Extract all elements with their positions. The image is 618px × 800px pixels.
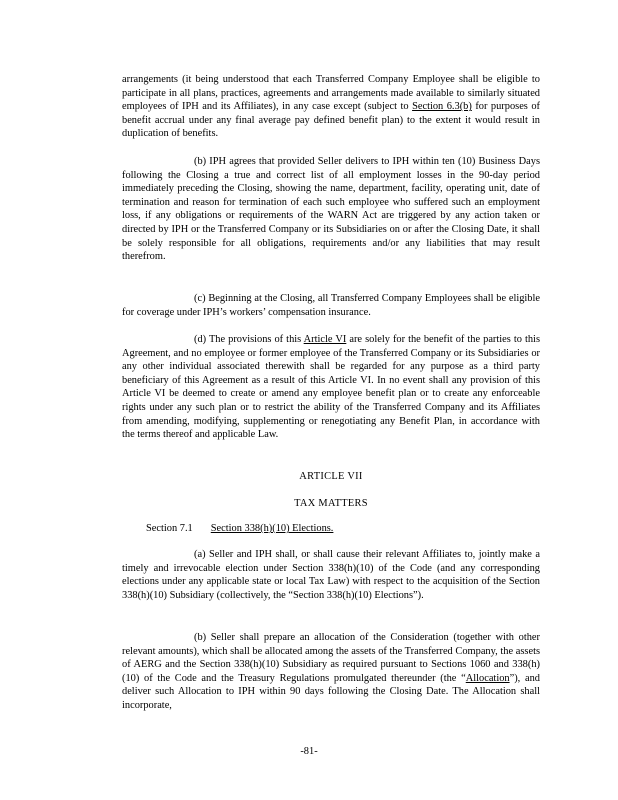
defined-term-allocation: Allocation (465, 672, 510, 684)
page-number: -81- (300, 746, 318, 757)
paragraph-text: (d) The provisions of this (194, 334, 304, 345)
paragraph-c-workers-compensation: (c) Beginning at the Closing, all Transferred Company Employees shall be eligible for coverage under IPH’s workers’ compensation insurance. (122, 293, 540, 318)
section-title: Section 338(h)(10) Elections. (210, 523, 334, 534)
article-heading: ARTICLE VII (299, 471, 363, 482)
section-heading (146, 522, 333, 536)
section-reference-6-3-b: Section 6.3(b) (412, 101, 472, 113)
paragraph-b-allocation (122, 631, 540, 713)
article-title: TAX MATTERS (294, 498, 368, 509)
paragraph-a-338-elections: (a) Seller and IPH shall, or shall cause their relevant Affiliates to, jointly make a timely and irrevocable election under Section 338(h)(10) of the Code (and any corresponding elections under any applicable state or local Tax Law) with respect to the acquisition of the Section 338(h)(10) Subsidiary (collectively, the “Section 338(h)(10) Elections”). (122, 549, 540, 601)
paragraph-text: arrangements (it being understood that each Transferred Company Employee shall be eligible to participate in all plans, practices, agreements and arrangements made available to similarly situated employees of IPH and its Affiliates), in any case except (subject to (122, 74, 540, 113)
article-reference-vi: Article VI (303, 334, 347, 345)
paragraph-text: are solely for the benefit of the parties to this Agreement, and no employee or former employee of the Transferred Company or its Subsidiaries or any other individual associated therewith shall be regarded for any purpose as a third party beneficiary of this Agreement as a result of this Article VI. In no event shall any provision of this Article VI be deemed to create or amend any employee benefit plan or to create any enforceable rights under any such plan or to restrict the ability of the Transferred Company and its Affiliates from amending, modifying, supplementing or renegotiating any Benefit Plan, in accordance with the terms thereof and applicable Law. (122, 334, 540, 441)
paragraph-text: ”), and deliver such Allocation to IPH within 90 days following the Closing Date. The Allocation shall incorporate, (122, 672, 540, 711)
paragraph-arrangements (122, 73, 540, 141)
paragraph-text: (b) Seller shall prepare an allocation of the Consideration (together with other relevant amounts), which shall be allocated among the assets of the Transferred Company, the assets of AERG and the Section 338(h)(10) Subsidiary as required pursuant to Sections 1060 and 338(h)(10) of the Code and the Treasury Regulations promulgated thereunder (the “ (122, 632, 540, 684)
paragraph-b-warn-act: (b) IPH agrees that provided Seller delivers to IPH within ten (10) Business Days following the Closing a true and correct list of all employment losses in the 90-day period immediately preceding the Closing, showing the name, department, facility, operating unit, date of termination and reason for termination of each such employee who suffered such an employment loss, if any obligations or requirements of the WARN Act are triggered by any action taken or directed by IPH or the Transferred Company or its Subsidiaries on or after the Closing Date, it shall be solely responsible for all obligations, requirements and/or any liabilities that may result therefrom. (122, 156, 540, 263)
section-number: Section 7.1 (146, 523, 193, 534)
paragraph-d-third-party-beneficiary (122, 333, 540, 442)
paragraph-text: for purposes of benefit accrual under any final average pay defined benefit plan) to the extent it would result in duplication of benefits. (122, 101, 540, 140)
